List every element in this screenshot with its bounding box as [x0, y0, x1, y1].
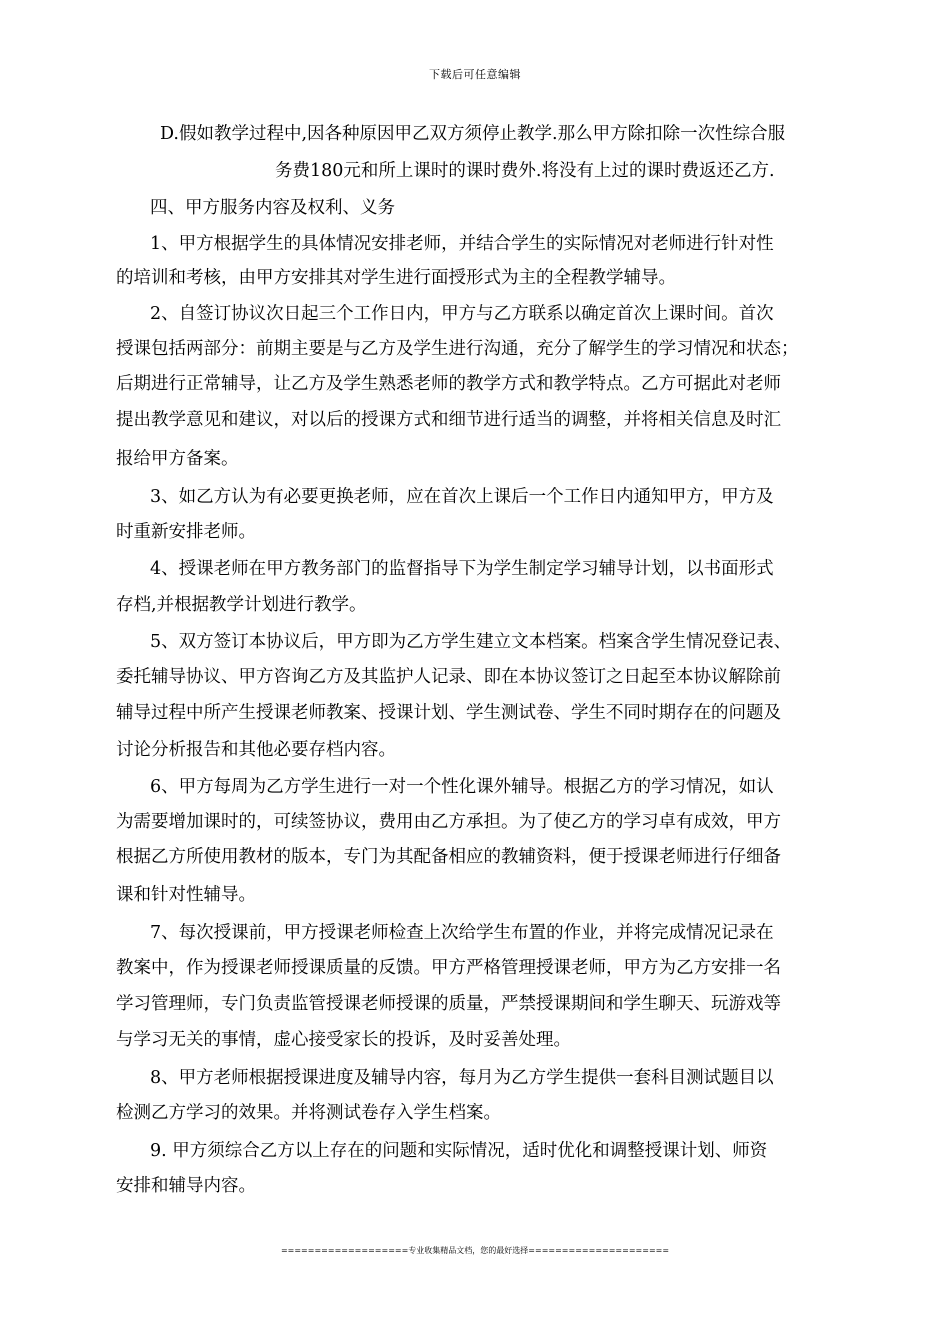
document-line: 课和针对性辅导。 [116, 885, 256, 905]
document-line: 讨论分析报告和其他必要存档内容。 [116, 740, 396, 760]
document-line: 的培训和考核，由甲方安排其对学生进行面授形式为主的全程教学辅导。 [116, 268, 676, 288]
document-line: 授课包括两部分：前期主要是与乙方及学生进行沟通，充分了解学生的学习情况和状态； [116, 339, 799, 359]
document-line: 2、自签订协议次日起三个工作日内，甲方与乙方联系以确定首次上课时间。首次 [150, 304, 774, 324]
page-footer: ===================专业收集精品文档，您的最好选择===================== [280, 1246, 670, 1255]
page-header: 下载后可任意编辑 [429, 68, 521, 81]
document-line: 务费180元和所上课时的课时费外.将没有上过的课时费返还乙方. [275, 161, 775, 181]
document-line: 委托辅导协议、甲方咨询乙方及其监护人记录、即在本协议签订之日起至本协议解除前 [116, 667, 781, 687]
document-line: 与学习无关的事情，虚心接受家长的投诉，及时妥善处理。 [116, 1030, 571, 1050]
document-line: 辅导过程中所产生授课老师教案、授课计划、学生测试卷、学生不同时期存在的问题及 [116, 703, 781, 723]
document-line: 7、每次授课前，甲方授课老师检查上次给学生布置的作业，并将完成情况记录在 [150, 923, 774, 943]
document-line: 安排和辅导内容。 [116, 1176, 256, 1196]
document-line: 后期进行正常辅导，让乙方及学生熟悉老师的教学方式和教学特点。乙方可据此对老师 [116, 374, 781, 394]
document-line: 时重新安排老师。 [116, 522, 256, 542]
document-line: 教案中，作为授课老师授课质量的反馈。甲方严格管理授课老师，甲方为乙方安排一名 [116, 958, 781, 978]
document-line: 6、甲方每周为乙方学生进行一对一个性化课外辅导。根据乙方的学习情况，如认 [150, 777, 774, 797]
document-line: 3、如乙方认为有必要更换老师，应在首次上课后一个工作日内通知甲方，甲方及 [150, 487, 774, 507]
section-heading: 四、甲方服务内容及权利、义务 [150, 198, 395, 218]
document-line: 4、授课老师在甲方教务部门的监督指导下为学生制定学习辅导计划，以书面形式 [150, 559, 774, 579]
document-line: 报给甲方备案。 [116, 449, 239, 469]
document-line: 5、双方签订本协议后，甲方即为乙方学生建立文本档案。档案含学生情况登记表、 [150, 632, 792, 652]
document-line: 8、甲方老师根据授课进度及辅导内容，每月为乙方学生提供一套科目测试题目以 [150, 1068, 774, 1088]
document-line: 为需要增加课时的，可续签协议，费用由乙方承担。为了使乙方的学习卓有成效，甲方 [116, 812, 781, 832]
document-line: 学习管理师，专门负责监管授课老师授课的质量，严禁授课期间和学生聊天、玩游戏等 [116, 994, 781, 1014]
document-line: 根据乙方所使用教材的版本，专门为其配备相应的教辅资料，便于授课老师进行仔细备 [116, 847, 781, 867]
document-line: 1、甲方根据学生的具体情况安排老师，并结合学生的实际情况对老师进行针对性 [150, 234, 774, 254]
document-line: 存档,并根据教学计划进行教学。 [116, 595, 367, 615]
document-line: 9. 甲方须综合乙方以上存在的问题和实际情况，适时优化和调整授课计划、师资 [150, 1141, 768, 1161]
document-line: 检测乙方学习的效果。并将测试卷存入学生档案。 [116, 1103, 501, 1123]
document-line: D.假如教学过程中,因各种原因甲乙双方须停止教学.那么甲方除扣除一次性综合服 [160, 124, 786, 144]
document-line: 提出教学意见和建议，对以后的授课方式和细节进行适当的调整，并将相关信息及时汇 [116, 410, 781, 430]
